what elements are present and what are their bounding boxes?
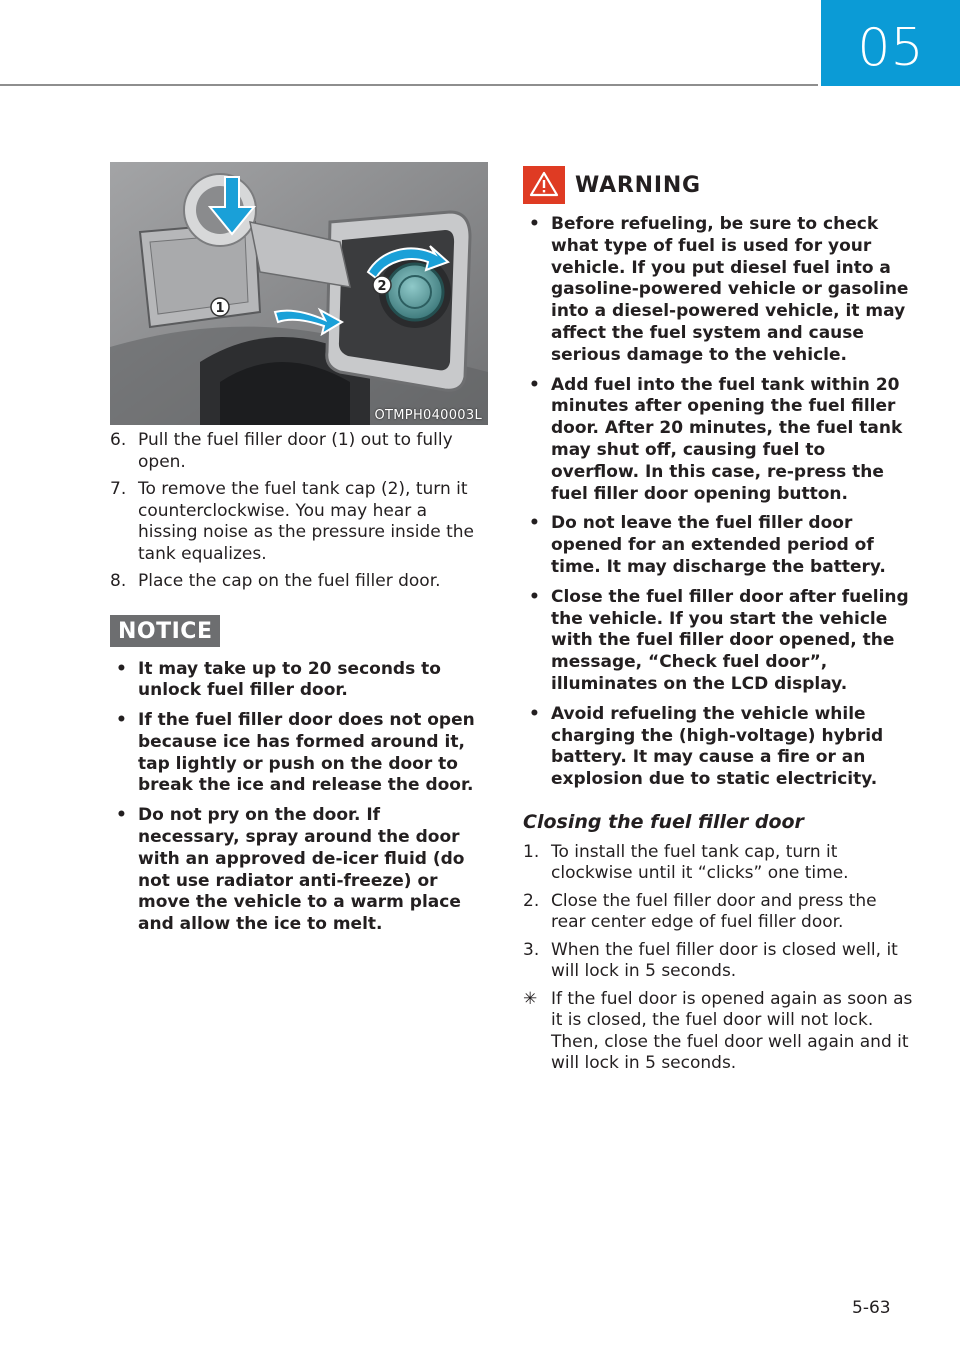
left-column [110, 430, 480, 944]
step-number: 3. [523, 939, 540, 960]
list-item: • Before refueling, be sure to check what type of fuel is used for your vehicle. If you put diesel fuel into a gasoline-powered vehicle or gasoline into a diesel-powered vehicle, it may affect the fuel system and cause serious damage to the vehicle. [523, 214, 913, 367]
notice-badge: NOTICE [110, 615, 220, 647]
list-item: • Do not pry on the door. If necessary, spray around the door with an approved de-icer fluid (do not use radiator anti-freeze) or move the vehicle to a warm place and allow the ice to melt. [110, 805, 480, 936]
reference-mark-icon: ✳ [523, 988, 538, 1009]
list-item [110, 479, 480, 565]
step-text: To remove the fuel tank cap (2), turn it counterclockwise. You may hear a hissing noise as the pressure inside the tank equalizes. [138, 479, 474, 564]
reference-note-text: If the fuel door is opened again as soon as it is closed, the fuel door will not lock. Then, close the fuel door well again and it will lock in 5 seconds. [551, 988, 913, 1074]
list-item: • Close the fuel filler door after fueling the vehicle. If you start the vehicle with the fuel filler door opened, the message, “Check fuel door”, illuminates on the LCD display. [523, 587, 913, 696]
fuel-door-illustration [110, 162, 488, 425]
step-text: To install the fuel tank cap, turn it clockwise until it “clicks” one time. [551, 841, 849, 884]
step-text: When the fuel filler door is closed well, it will lock in 5 seconds. [551, 939, 898, 982]
warning-triangle-icon [523, 166, 565, 204]
page-number: 5-63 [852, 1298, 891, 1318]
fuel-door-figure [110, 162, 488, 425]
list-item [110, 571, 480, 593]
list-item [110, 430, 480, 473]
list-item: • Do not leave the fuel filler door opened for an extended period of time. It may discharge the battery. [523, 513, 913, 578]
warning-title: WARNING [575, 172, 701, 198]
notice-list [110, 659, 480, 937]
chapter-tab: 05 [821, 0, 960, 86]
list-item: • If the fuel filler door does not open because ice has formed around it, tap lightly or push on the door to break the ice and release the door. [110, 710, 480, 797]
step-number: 1. [523, 841, 540, 862]
reference-note [523, 989, 913, 1075]
step-number: 8. [110, 571, 127, 591]
step-text: Pull the fuel filler door (1) out to fully open. [138, 430, 453, 472]
step-text: Place the cap on the fuel filler door. [138, 571, 441, 591]
callout-2: 2 [377, 279, 387, 294]
list-item: • Add fuel into the fuel tank within 20 minutes after opening the fuel filler door. After 20 minutes, the fuel tank may shut off, causing fuel to overflow. In this case, re-press the fuel filler door opening button. [523, 375, 913, 506]
step-text: Close the fuel filler door and press the rear center edge of fuel filler door. [551, 890, 877, 933]
header-rule [0, 84, 818, 86]
list-item [523, 842, 913, 885]
closing-steps [523, 842, 913, 983]
closing-heading: Closing the fuel filler door [523, 810, 804, 833]
step-number: 2. [523, 890, 540, 911]
list-item [523, 940, 913, 983]
right-column [523, 166, 913, 1075]
list-item: • Avoid refueling the vehicle while charging the (high-voltage) hybrid battery. It may cause a fire or an explosion due to static electricity. [523, 704, 913, 791]
list-item [523, 891, 913, 934]
figure-code: OTMPH040003L [374, 408, 482, 423]
step-number: 6. [110, 430, 127, 450]
warning-list [523, 214, 913, 791]
callout-1: 1 [215, 301, 225, 316]
list-item: • It may take up to 20 seconds to unlock fuel filler door. [110, 659, 480, 703]
step-number: 7. [110, 479, 127, 499]
warning-header [523, 166, 913, 204]
opening-steps [110, 430, 480, 593]
